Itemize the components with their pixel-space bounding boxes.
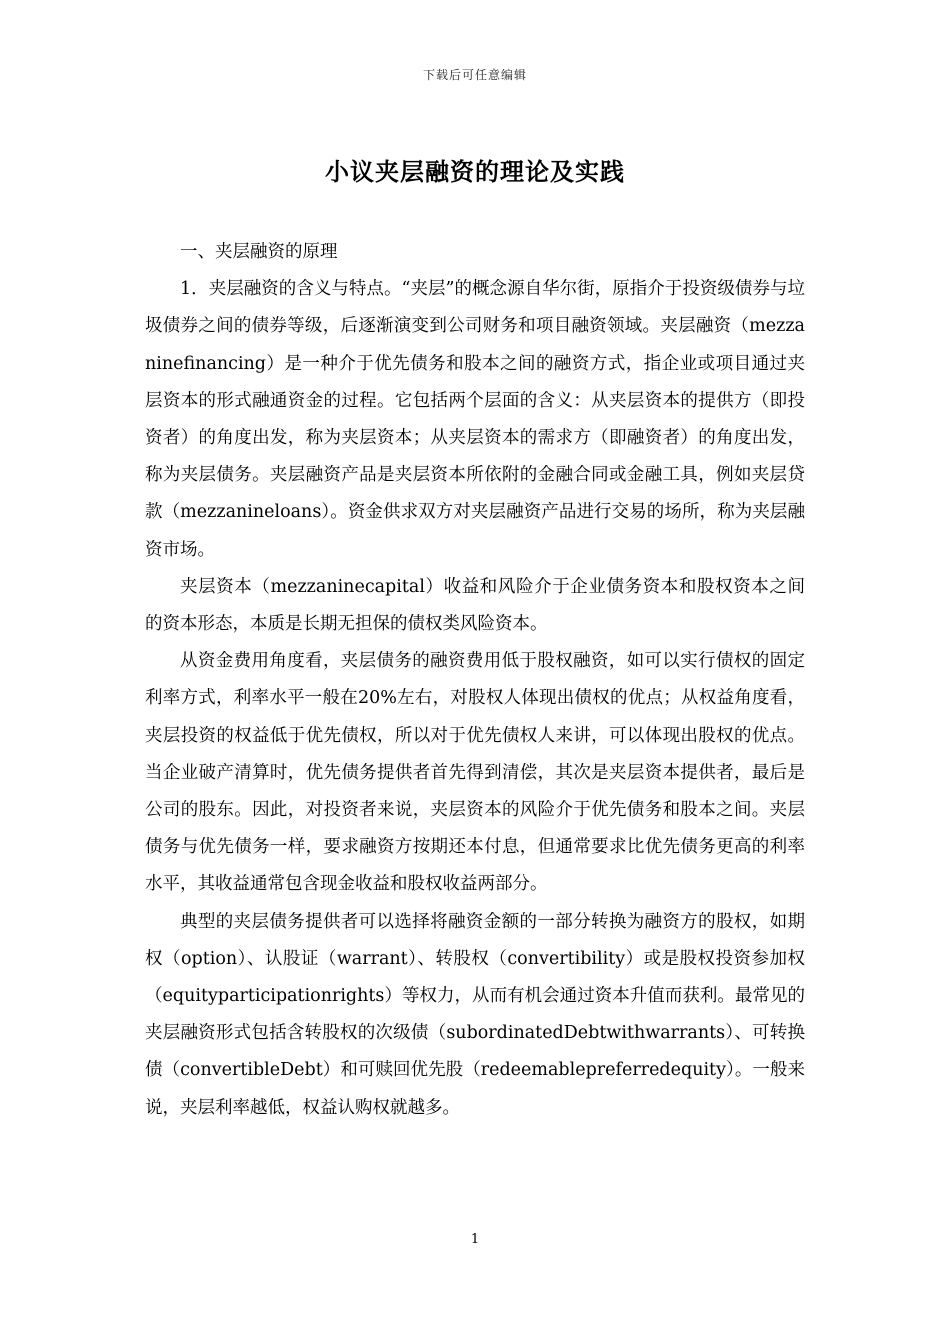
section-heading: 一、夹层融资的原理 <box>180 242 338 262</box>
page-number: 1 <box>470 1232 480 1247</box>
paragraph-2: 夹层资本（mezzaninecapital）收益和风险介于企业债务资本和股权资本之间的资本形态，本质是长期无担保的债权类风险资本。 <box>145 576 805 635</box>
paragraph-3: 从资金费用角度看，夹层债务的融资费用低于股权融资，如可以实行债权的固定利率方式，利率水平一般在20%左右，对股权人体现出债权的优点；从权益角度看，夹层投资的权益低于优先债权，所以对于优先债权人来讲，可以体现出股权的优点。当企业破产清算时，优先债务提供者首先得到清偿，其次是夹层资本提供者，最后是公司的股东。因此，对投资者来说，夹层资本的风险介于优先债务和股本之间。夹层债务与优先债务一样，要求融资方按期还本付息，但通常要求比优先债务更高的利率水平，其收益通常包含现金收益和股权收益两部分。 <box>145 651 805 895</box>
paragraph-1: 1．夹层融资的含义与特点。“夹层”的概念源自华尔街，原指介于投资级债券与垃圾债券之间的债券等级，后逐渐演变到公司财务和项目融资领域。夹层融资（mezzaninefinancing）是一种介于优先债务和股本之间的融资方式，指企业或项目通过夹层资本的形式融通资金的过程。它包括两个层面的含义：从夹层资本的提供方（即投资者）的角度出发，称为夹层资本；从夹层资本的需求方（即融资者）的角度出发，称为夹层债务。夹层融资产品是夹层资本所依附的金融合同或金融工具，例如夹层贷款（mezzanineloans）。资金供求双方对夹层融资产品进行交易的场所，称为夹层融资市场。 <box>145 279 805 560</box>
document-title: 小议夹层融资的理论及实践 <box>325 157 625 186</box>
page-header-note: 下载后可任意编辑 <box>422 68 527 82</box>
paragraph-4: 典型的夹层债务提供者可以选择将融资金额的一部分转换为融资方的股权，如期权（option）、认股证（warrant）、转股权（convertibility）或是股权投资参加权（equityparticipationrights）等权力，从而有机会通过资本升值而获利。最常见的夹层融资形式包括含转股权的次级债（subordinatedDebtwithwarrants）、可转换债（convertibleDebt）和可赎回优先股（redeemablepreferredequity）。一般来说，夹层利率越低，权益认购权就越多。 <box>145 911 805 1118</box>
document-body <box>145 234 805 1127</box>
